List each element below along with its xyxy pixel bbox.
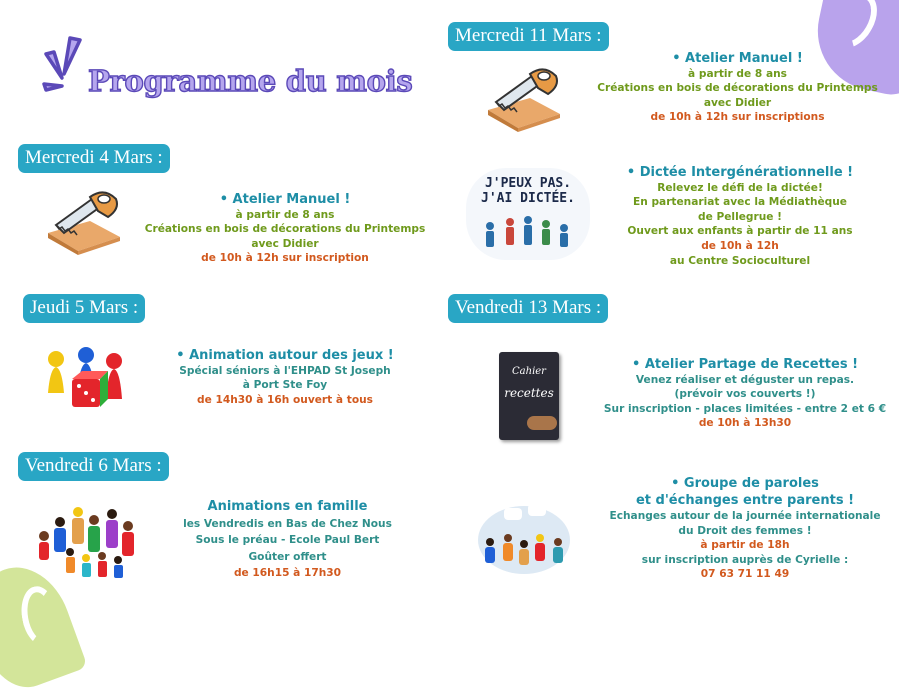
event-line: Sous le préau - Ecole Paul Bert bbox=[195, 534, 380, 547]
event-time: de 14h30 à 16h ouvert à tous bbox=[197, 393, 373, 406]
discussion-group-image bbox=[474, 500, 574, 580]
event-line: Créations en bois de décorations du Printemps bbox=[144, 223, 426, 236]
event-title: • Groupe de paroles bbox=[671, 476, 819, 491]
event-thu5 bbox=[150, 349, 420, 407]
recipe-book-label: recettes bbox=[504, 386, 554, 400]
event-line: Créations en bois de décorations du Printemps bbox=[597, 82, 878, 95]
recipe-book-image bbox=[499, 352, 559, 440]
event-line: Spécial séniors à l'EHPAD St Joseph bbox=[179, 364, 391, 377]
event-line: les Vendredis en Bas de Chez Nous bbox=[183, 518, 392, 530]
event-time: de 10h à 12h sur inscriptions bbox=[650, 111, 825, 124]
page-title: Programme du mois bbox=[88, 64, 413, 98]
event-line: avec Didier bbox=[703, 96, 772, 109]
dictee-image-line: J'PEUX PAS. bbox=[484, 176, 572, 191]
event-time: à partir de 18h bbox=[700, 539, 790, 552]
recipe-book-label: Cahier bbox=[512, 366, 546, 377]
day-badge-wed4: Mercredi 4 Mars : bbox=[18, 144, 170, 173]
saw-wood-image bbox=[484, 62, 564, 132]
day-badge-wed11: Mercredi 11 Mars : bbox=[448, 22, 609, 51]
day-badge-thu5: Jeudi 5 Mars : bbox=[23, 294, 145, 323]
event-line: du Droit des femmes ! bbox=[678, 524, 812, 537]
event-line: En partenariat avec la Médiathèque bbox=[633, 196, 847, 209]
event-wed11 bbox=[590, 52, 885, 125]
family-crowd-image bbox=[34, 500, 140, 580]
event-title: et d'échanges entre parents ! bbox=[635, 493, 855, 508]
event-time: de 10h à 13h30 bbox=[698, 417, 792, 430]
event-line: à partir de 8 ans bbox=[688, 67, 787, 80]
event-time: de 10h à 12h sur inscription bbox=[201, 252, 369, 265]
event-line: Goûter offert bbox=[248, 550, 327, 563]
event-parents bbox=[600, 475, 890, 582]
event-line: avec Didier bbox=[251, 237, 319, 250]
day-badge-fri13: Vendredi 13 Mars : bbox=[448, 294, 608, 323]
event-phone: 07 63 71 11 49 bbox=[700, 568, 790, 581]
saw-wood-image bbox=[44, 185, 124, 255]
event-line: à Port Ste Foy bbox=[242, 379, 328, 392]
event-title: • Atelier Partage de Recettes ! bbox=[631, 357, 859, 372]
event-line: Echanges autour de la journée internationale bbox=[609, 510, 881, 522]
event-title: • Animation autour des jeux ! bbox=[176, 348, 394, 363]
board-game-pieces-image bbox=[42, 343, 132, 413]
event-title: Animations en famille bbox=[207, 499, 368, 514]
event-title: • Atelier Manuel ! bbox=[219, 192, 351, 207]
event-line: de Pellegrue ! bbox=[698, 210, 782, 223]
event-line: sur inscription auprès de Cyrielle : bbox=[641, 553, 849, 566]
event-time: de 16h15 à 17h30 bbox=[233, 567, 342, 580]
event-line: à partir de 8 ans bbox=[235, 208, 335, 221]
event-line: Ouvert aux enfants à partir de 11 ans bbox=[627, 225, 853, 238]
event-title: • Atelier Manuel ! bbox=[672, 51, 803, 66]
event-fri13 bbox=[596, 358, 894, 431]
dictee-image-line: J'AI DICTÉE. bbox=[481, 191, 575, 206]
event-line: (prévoir vos couverts !) bbox=[674, 388, 816, 401]
event-fri6 bbox=[150, 498, 425, 582]
event-wed4 bbox=[135, 193, 435, 266]
day-badge-fri6: Vendredi 6 Mars : bbox=[18, 452, 169, 481]
event-line: Venez réaliser et déguster un repas. bbox=[635, 373, 855, 386]
event-line: Sur inscription - places limitées - entre 2 et 6 € bbox=[603, 402, 887, 415]
event-time: de 10h à 12h bbox=[701, 239, 779, 252]
event-line: Relevez le défi de la dictée! bbox=[657, 181, 823, 194]
event-dictee bbox=[605, 166, 875, 268]
event-place: au Centre Socioculturel bbox=[669, 254, 811, 267]
event-title: • Dictée Intergénérationnelle ! bbox=[626, 165, 854, 180]
dictee-image bbox=[466, 168, 590, 260]
